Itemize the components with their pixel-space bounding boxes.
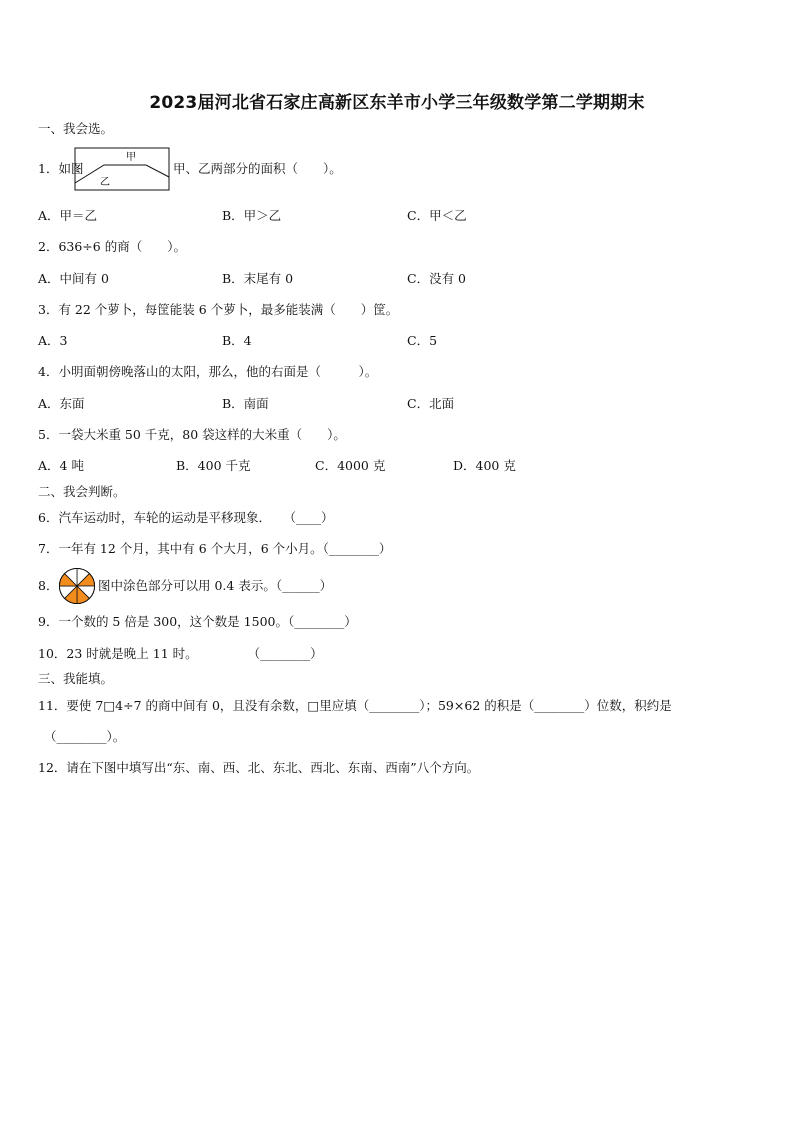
q1-option-b: B．甲＞乙 (222, 208, 282, 223)
figure-label-yi: 乙 (100, 177, 110, 188)
page-title: 2023届河北省石家庄高新区东羊市小学三年级数学第二学期期末 (149, 93, 645, 113)
question-11-text: 11．要使 7□4÷7 的商中间有 0，且没有余数，□里应填（________）；59×62 的积是（________）位数，积约是 (38, 698, 672, 713)
q5-option-b: B．400 千克 (176, 458, 251, 473)
q5-option-c: C．4000 克 (315, 458, 386, 473)
question-8-number: 8． (38, 578, 59, 593)
q2-option-c: C．没有 0 (407, 271, 466, 286)
q1-option-a: A．甲＝乙 (38, 208, 98, 223)
question-12-text: 12．请在下图中填写出“东、南、西、北、东北、西北、东南、西南”八个方向。 (38, 760, 480, 775)
q2-option-a: A．中间有 0 (38, 271, 109, 286)
section-3-heading: 三、我能填。 (38, 671, 114, 686)
question-10-text: 10．23 时就是晚上 11 时。 （________） (38, 646, 323, 661)
q3-option-b: B．4 (222, 333, 252, 348)
q3-option-c: C．5 (407, 333, 438, 348)
figure-label-jia: 甲 (126, 152, 136, 163)
question-3-text: 3．有 22 个萝卜，每筐能装 6 个萝卜，最多能装满（ ）筐。 (38, 302, 399, 317)
q2-option-b: B．末尾有 0 (222, 271, 294, 286)
q4-option-c: C．北面 (407, 396, 455, 411)
question-1-prefix: 1．如图 (38, 161, 84, 176)
q4-option-a: A．东面 (38, 396, 85, 411)
q1-option-c: C．甲＜乙 (407, 208, 467, 223)
question-11-continued: （________）。 (44, 729, 126, 744)
question-2-text: 2．636÷6 的商（ ）。 (38, 239, 186, 254)
question-9-text: 9．一个数的 5 倍是 300，这个数是 1500。（________） (38, 614, 357, 629)
q8-pie-figure (58, 567, 96, 605)
section-2-heading: 二、我会判断。 (38, 484, 126, 499)
q5-option-d: D．400 克 (453, 458, 516, 473)
q5-option-a: A．4 吨 (38, 458, 84, 473)
question-4-text: 4．小明面朝傍晚落山的太阳，那么，他的右面是（ ）。 (38, 364, 378, 379)
question-7-text: 7．一年有 12 个月，其中有 6 个大月，6 个小月。（________） (38, 541, 392, 556)
question-5-text: 5．一袋大米重 50 千克，80 袋这样的大米重（ ）。 (38, 427, 346, 442)
question-6-text: 6．汽车运动时，车轮的运动是平移现象． （____） (38, 510, 334, 525)
question-8-text: 图中涂色部分可以用 0.4 表示。（______） (98, 578, 333, 593)
q1-rectangle-figure (74, 147, 170, 191)
section-1-heading: 一、我会选。 (38, 121, 114, 136)
q3-option-a: A．3 (38, 333, 68, 348)
question-1-text: 甲、乙两部分的面积（ ）。 (173, 161, 342, 176)
q4-option-b: B．南面 (222, 396, 269, 411)
